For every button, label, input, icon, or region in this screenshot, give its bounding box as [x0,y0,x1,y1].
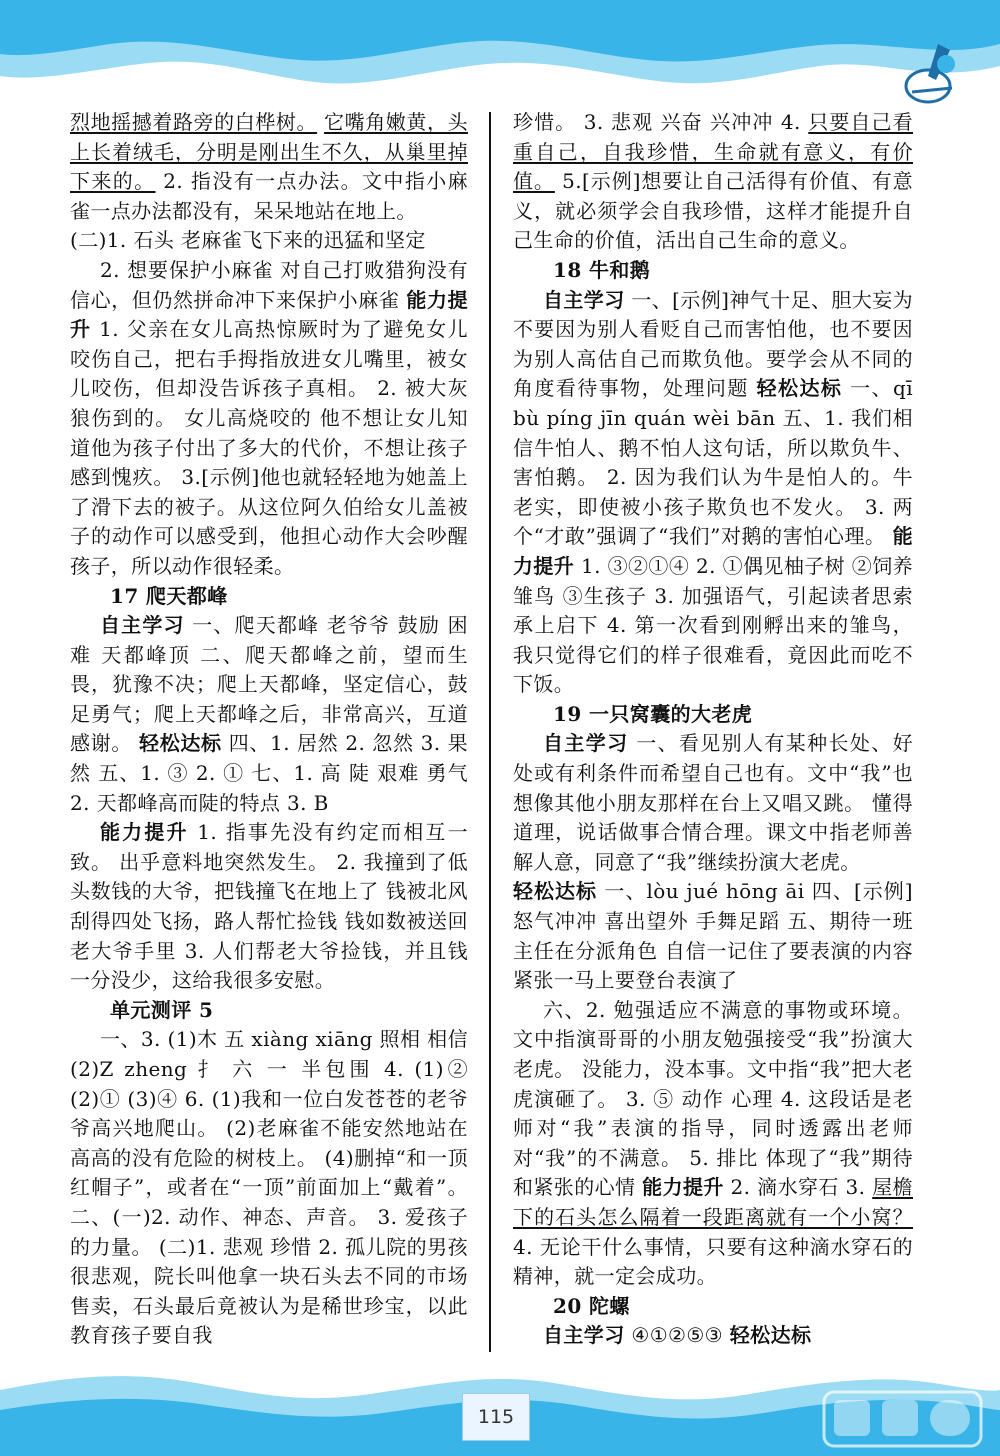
left-column [70,108,468,1351]
lesson-title-20: 20 陀螺 [553,1293,630,1318]
section-label: 能力提升 [642,1175,724,1200]
left-paragraph-4: 自主学习 一、爬天都峰 老爷爷 鼓励 困难 天都峰顶 二、爬天都峰之前，望而生畏，犹豫不决；爬上天都峰，坚定信心，鼓足勇气；爬上天都峰之后，非常高兴，互道感谢。 轻松达标 四、1. 居然 2. 忽然 3. 果然 五、1. ③ 2. ① 七、1. 高 陡 艰难 勇气 2. 天都峰高而陡的特点 3. B [70,613,468,815]
underlined-answer: 烈地摇撼着路旁的白桦树。 [70,110,318,134]
right-paragraph-3: 自主学习 一、看见别人有某种长处、好处或有利条件而希望自己也有。文中“我”也想像其他小朋友那样在台上又唱又跳。 懂得道理，说话做事合情合理。课文中指老师善解人意，同意了“我”继续扮演大老虎。 [513,731,913,874]
right-paragraph-5: 六、2. 勉强适应不满意的事物或环境。文中指演哥哥的小朋友勉强接受“我”扮演大老虎。 没能力，没本事。文中指“我”把大老虎演砸了。 3. ⑤ 动作 心理 4. 这段话是老师对“我”表演的指导，同时透露出老师对“我”的不满意。 5. 排比 体现了“我”期待和紧张的心情 能力提升 2. 滴水穿石 3. 屋檐下的石头怎么隔着一段距离就有一个小窝？ 4. 无论干什么事情，只要有这种滴水穿石的精神，就一定会成功。 [513,997,913,1289]
underlined-answer: 它嘴角嫩黄，头上长着绒毛，分明是刚出生不久，从巢里掉下来的。 [70,110,468,194]
section-label: 自主学习 [543,731,629,756]
left-paragraph-1: 烈地摇撼着路旁的白桦树。 它嘴角嫩黄，头上长着绒毛，分明是刚出生不久，从巢里掉下来的。 2. 指没有一点办法。文中指小麻雀一点办法都没有，呆呆地站在地上。 [70,110,468,223]
section-label: 轻松达标 [729,1323,812,1348]
section-label: 轻松达标 [756,376,843,401]
left-paragraph-2: (二)1. 石头 老麻雀飞下来的迅猛和坚定 [70,228,426,253]
section-label: 能力提升 [100,820,189,845]
column-divider [489,112,491,1352]
top-wave-band [0,0,1000,110]
section-label: 轻松达标 [139,731,222,756]
underlined-answer: 只要自己看重自己，自我珍惜，生命就有意义，有价值。 [513,110,914,194]
lesson-title-17: 17 爬天都峰 [110,583,228,608]
section-label: 能力提升 [70,287,468,342]
section-label: 自主学习 [543,1323,625,1348]
right-paragraph-6: 自主学习 ④①②⑤③ 轻松达标 [543,1323,812,1348]
lesson-title-18: 18 牛和鹅 [553,257,651,282]
unit-test-title: 单元测评 5 [110,997,214,1022]
right-paragraph-1: 珍惜。 3. 悲观 兴奋 兴冲冲 4. 只要自己看重自己，自我珍惜，生命就有意义，有价值。 5.[示例]想要让自己活得有价值、有意义，就必须学会自我珍惜，这样才能提升自己生命的价值，活出自己生命的意义。 [513,110,914,253]
book-pen-logo [902,40,964,110]
right-paragraph-2: 自主学习 一、[示例]神气十足、胆大妄为 不要因为别人看贬自己而害怕他，也不要因为别人高估自己而欺负他。要学会从不同的角度看待事物，处理问题 轻松达标 一、qī bù píng jīn quán wèi bān 五、1. 我们相信牛怕人、鹅不怕人这句话，所以欺负牛、害怕鹅。 2. 因为我们认为牛是怕人的。牛老实，即使被小孩子欺负也不发火。 3. 两个“才敢”强调了“我们”对鹅的害怕心理。 能力提升 1. ③②①④ 2. ①偶见柚子树 ②饲养雏鸟 ③生孩子 3. 加强语气，引起读者思索 承上启下 4. 第一次看到刚孵出来的雏鸟，我只觉得它们的样子很难看，竟因此而吃不下饭。 [513,287,913,697]
watermark-logo [820,1388,985,1450]
underlined-answer: 屋檐下的石头怎么隔着一段距离就有一个小窝？ [513,1175,913,1229]
lesson-title-19: 19 一只窝囊的大老虎 [553,701,753,726]
section-label: 轻松达标 [513,879,598,904]
right-paragraph-4: 轻松达标 一、lòu jué hōng āi 四、[示例]怒气冲冲 喜出望外 手舞足蹈 五、期待一班主任在分派角色 自信一记住了要表演的内容 紧张一马上要登台表演了 [513,879,913,993]
left-paragraph-6: 一、3. (1)木 五 xiàng xiāng 照相 相信 (2)Z zheng 扌 六 一 半包围 4. (1)② (2)① (3)④ 6. (1)我和一位白发苍苍的老爷爷高兴地爬山。 (2)老麻雀不能安然地站在高高的没有危险的树枝上。 (4)删掉“和一顶红帽子”，或者在“一顶”前面加上“戴着”。 二、(一)2. 动作、神态、声音。 3. 爱孩子的力量。 (二)1. 悲观 珍惜 2. 孤儿院的男孩很悲观，院长叫他拿一块石头去不同的市场售卖，石头最后竟被认为是稀世珍宝，以此教育孩子要自我 [70,1027,468,1348]
section-label: 自主学习 [543,287,625,312]
section-label: 自主学习 [100,613,185,638]
right-column [513,108,913,1351]
section-label: 能力提升 [513,524,913,578]
left-paragraph-3: 2. 想要保护小麻雀 对自己打败猎狗没有信心，但仍然拼命冲下来保护小麻雀 能力提升 1. 父亲在女儿高热惊厥时为了避免女儿咬伤自己，把右手拇指放进女儿嘴里，被女儿咬伤，但却没告诉孩子真相。 2. 被大灰狼伤到的。 女儿高烧咬的 他不想让女儿知道他为孩子付出了多大的代价，不想让孩子感到愧疚。 3.[示例]他也就轻轻地为她盖上了滑下去的被子。从这位阿久伯给女儿盖被子的动作可以感受到，他担心动作大会吵醒孩子，所以动作很轻柔。 [70,257,468,578]
page-number: 115 [462,1393,530,1441]
left-paragraph-5: 能力提升 1. 指事先没有约定而相互一致。 出乎意料地突然发生。 2. 我撞到了低头数钱的大爷，把钱撞飞在地上了 钱被北风刮得四处飞扬，路人帮忙捡钱 钱如数被送回老大爷手里 3. 人们帮老大爷捡钱，并且钱一分没少，这给我很多安慰。 [70,820,468,993]
